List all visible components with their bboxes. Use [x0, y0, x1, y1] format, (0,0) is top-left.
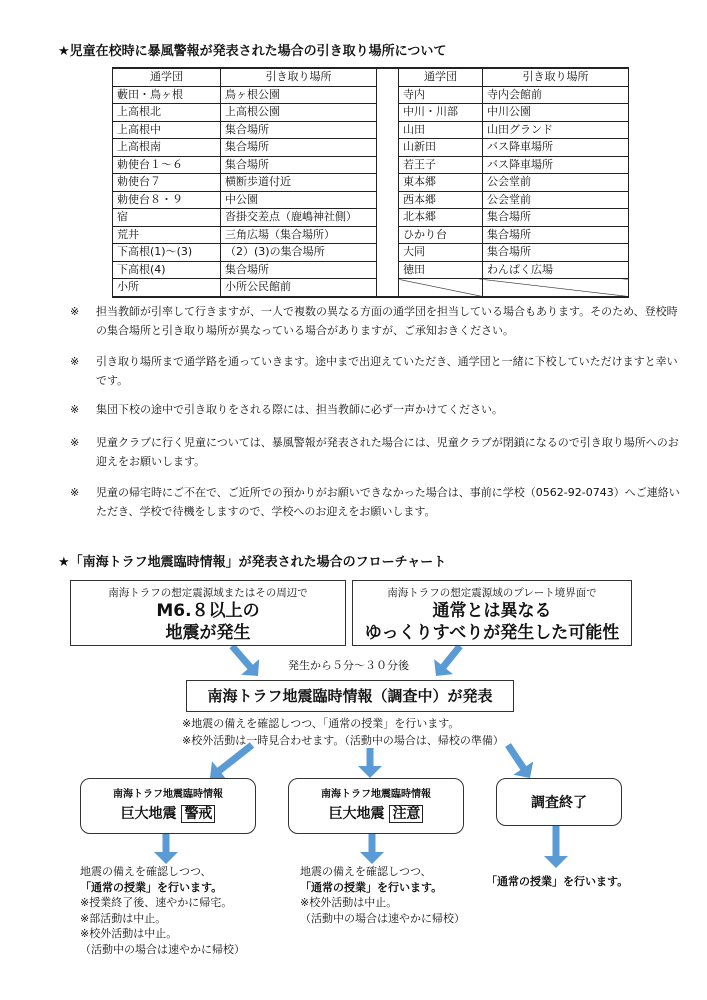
- group-cell: 小所: [113, 279, 221, 297]
- arrow-left-to-center: [229, 644, 259, 676]
- group-cell: 大同: [399, 244, 483, 262]
- note-mark: ※: [70, 355, 80, 368]
- note-text: 集団下校の途中で引き取りをされる際には、担当教師に必ず一声かけてください。: [96, 403, 503, 416]
- group-cell: 藪田・鳥ヶ根: [113, 86, 221, 104]
- trigger-m68-caption: 南海トラフの想定震源域またはその周辺で: [108, 587, 308, 599]
- location-cell: 沓掛交差点（鹿嶋神社側）: [221, 209, 377, 227]
- result-line: 「通常の授業」を行います。: [300, 880, 443, 894]
- group-cell: 東本郷: [399, 174, 483, 192]
- warning-tag: 警戒: [181, 805, 215, 823]
- location-cell: 三角広場（集合場所）: [221, 226, 377, 244]
- result-line: 「通常の授業」を行います。: [486, 875, 629, 888]
- location-cell: 山田グランド: [483, 121, 629, 139]
- group-cell: 上高根南: [113, 139, 221, 157]
- note-mark: ※: [70, 486, 80, 499]
- result-line: （活動中の場合は速やかに帰校）: [300, 911, 465, 925]
- location-cell: 中川公園: [483, 104, 629, 122]
- table-header: 通学団: [113, 68, 221, 86]
- trigger-slip-line1: 通常とは異なる: [432, 601, 552, 621]
- group-cell: 勅使台８・９: [113, 191, 221, 209]
- group-cell: ひかり台: [399, 226, 483, 244]
- group-cell: 徳田: [399, 261, 483, 279]
- alert-box-warning: [80, 778, 256, 834]
- group-cell: 勅使台１～６: [113, 156, 221, 174]
- location-cell: 寺内会館前: [483, 86, 629, 104]
- result-line: （活動中の場合は速やかに帰校）: [80, 942, 245, 956]
- trigger-slip-caption: 南海トラフの想定震源域のプレート境界面で: [387, 587, 597, 599]
- group-cell: 西本郷: [399, 191, 483, 209]
- location-cell: わんぱく広場: [483, 261, 629, 279]
- table-header: 引き取り場所: [483, 68, 629, 86]
- location-cell: 横断歩道付近: [221, 174, 377, 192]
- note-text: 児童の帰宅時にご不在で、ご近所での預かりがお願いできなかった場合は、事前に学校（0562-92-0743）へご連絡いただき、学校で待機をしますので、学校へのお迎えをお願いします。: [96, 486, 680, 518]
- center-note-1: ※地震の備えを確認しつつ、「通常の授業」を行います。: [182, 717, 460, 730]
- group-cell: 荒井: [113, 226, 221, 244]
- group-cell: 中川・川部: [399, 104, 483, 122]
- group-cell: 上高根北: [113, 104, 221, 122]
- trigger-box-slow-slip: [352, 580, 632, 646]
- location-cell: 小所公民館前: [221, 279, 377, 297]
- location-cell: 公会堂前: [483, 174, 629, 192]
- group-cell: 上高根中: [113, 121, 221, 139]
- center-note-2: ※校外活動は一時見合わせます。（活動中の場合は、帰校の準備）: [182, 734, 504, 747]
- trigger-m68-line1: M6.８以上の: [156, 601, 260, 621]
- timing-label: 発生から５分～３０分後: [288, 659, 409, 672]
- group-cell: 山新田: [399, 139, 483, 157]
- note-text: 引き取り場所まで通学路を通っていきます。途中まで出迎えていただき、通学団と一緒に下校していただけますと幸いです。: [96, 355, 678, 387]
- location-cell: 集合場所: [221, 261, 377, 279]
- arrow-center-to-ended: [505, 743, 533, 778]
- table-header: 通学団: [399, 68, 483, 86]
- group-cell: 山田: [399, 121, 483, 139]
- location-cell: （2）(3)の集合場所: [221, 244, 377, 262]
- note-mark: ※: [70, 436, 80, 449]
- result-line: 地震の備えを確認しつつ、: [300, 865, 432, 878]
- location-cell: 鳥ヶ根公園: [221, 86, 377, 104]
- investigation-title: 南海トラフ地震臨時情報（調査中）が発表: [207, 687, 493, 705]
- result-line: 「通常の授業」を行います。: [80, 880, 223, 894]
- caution-tag: 注意: [389, 805, 423, 823]
- location-cell: 上高根公園: [221, 104, 377, 122]
- trigger-m68-line2: 地震が発生: [165, 623, 251, 643]
- location-cell: 集合場所: [483, 244, 629, 262]
- location-cell: 公会堂前: [483, 191, 629, 209]
- group-cell: 若王子: [399, 156, 483, 174]
- note-mark: ※: [70, 305, 80, 318]
- location-cell: 集合場所: [483, 226, 629, 244]
- location-cell: 集合場所: [221, 156, 377, 174]
- location-cell: 中公園: [221, 191, 377, 209]
- location-cell: 集合場所: [483, 209, 629, 227]
- group-cell: 寺内: [399, 86, 483, 104]
- location-cell: バス降車場所: [483, 139, 629, 157]
- arrow-caution-to-result: [360, 834, 384, 864]
- arrow-ended-to-result: [544, 826, 568, 868]
- arrow-right-to-center: [434, 644, 463, 676]
- trigger-box-m68: [70, 580, 346, 646]
- arrow-warning-to-result: [154, 834, 178, 864]
- ended-main: 調査終了: [531, 795, 587, 811]
- note-text: 担当教師が引率して行きますが、一人で複数の異なる方面の通学団を担当している場合もあります。そのため、登校時の集合場所と引き取り場所が異なっている場合がありますが、ご承知おきください。: [96, 305, 678, 337]
- alert-box-caution: [288, 778, 464, 834]
- caution-main: 巨大地震: [328, 806, 385, 822]
- section1-heading: ★児童在校時に暴風警報が発表された場合の引き取り場所について: [58, 44, 447, 59]
- location-cell: 集合場所: [221, 121, 377, 139]
- caution-caption: 南海トラフ地震臨時情報: [321, 789, 431, 800]
- note-mark: ※: [70, 403, 80, 416]
- table-header: 引き取り場所: [221, 68, 377, 86]
- result-ended: [486, 874, 628, 890]
- group-cell: 勅使台７: [113, 174, 221, 192]
- result-line: ※授業終了後、速やかに帰宅。: [80, 896, 233, 909]
- arrow-center-to-caution: [358, 748, 382, 778]
- warning-caption: 南海トラフ地震臨時情報: [113, 789, 223, 800]
- result-line: ※校外活動は中止。: [80, 927, 178, 940]
- result-warning: [80, 864, 245, 957]
- result-line: 地震の備えを確認しつつ、: [80, 865, 212, 878]
- group-cell: 下高根(1)～(3): [113, 244, 221, 262]
- note-text: 児童クラブに行く児童については、暴風警報が発表された場合には、児童クラブが閉鎖になるので引き取り場所へのお迎えをお願いします。: [96, 436, 679, 468]
- trigger-slip-line2: ゆっくりすべりが発生した可能性: [364, 623, 620, 643]
- location-cell: バス降車場所: [483, 156, 629, 174]
- alert-box-ended: [496, 778, 622, 826]
- result-caution: [300, 864, 465, 926]
- result-line: ※校外活動は中止。: [300, 896, 398, 909]
- group-cell: 宿: [113, 209, 221, 227]
- investigation-box: [186, 680, 514, 712]
- warning-main: 巨大地震: [120, 806, 177, 822]
- section2-heading: ★「南海トラフ地震臨時情報」が発表された場合のフローチャート: [58, 555, 447, 570]
- location-cell: 集合場所: [221, 139, 377, 157]
- result-line: ※部活動は中止。: [80, 911, 167, 925]
- group-cell: 下高根(4): [113, 261, 221, 279]
- group-cell: 北本郷: [399, 209, 483, 227]
